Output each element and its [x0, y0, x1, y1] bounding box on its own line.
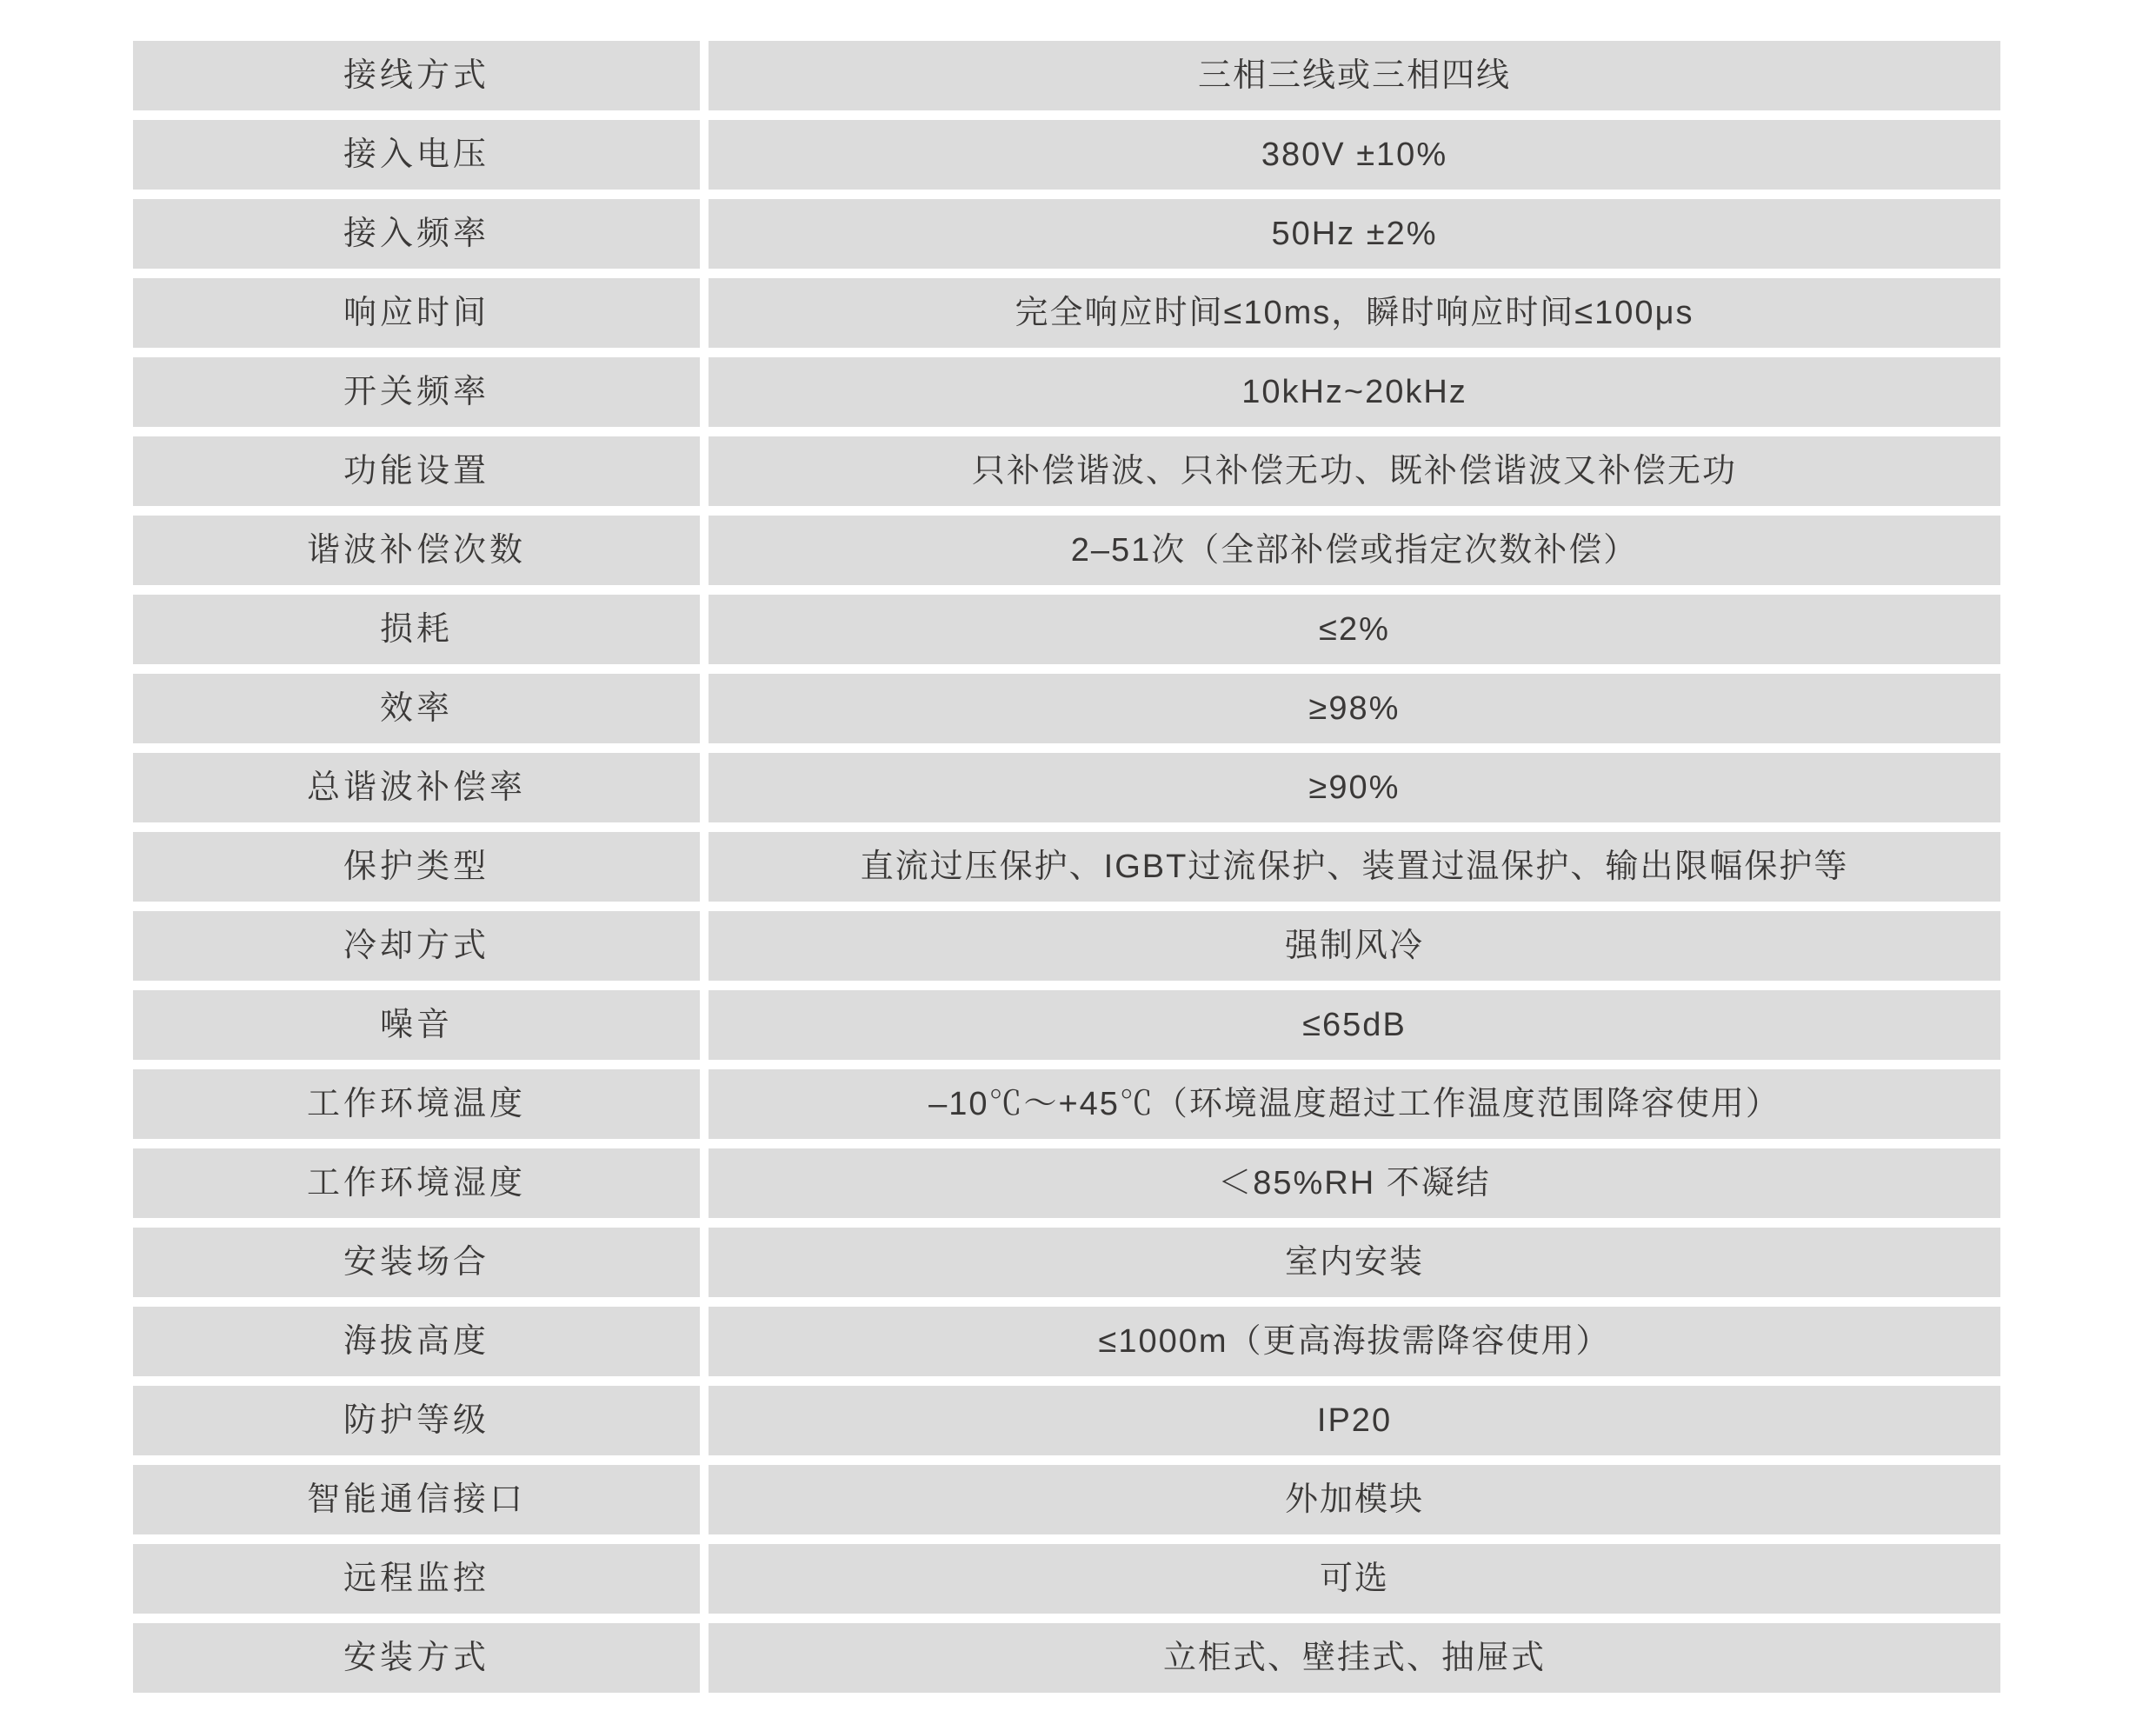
spec-table [133, 41, 2000, 1693]
table-row [133, 1069, 2000, 1139]
spec-label: 工作环境湿度 [133, 1148, 700, 1218]
spec-label: 总谐波补偿率 [133, 753, 700, 822]
table-row [133, 1386, 2000, 1455]
spec-value: 2–51次（全部补偿或指定次数补偿） [709, 516, 2000, 585]
spec-label: 开关频率 [133, 357, 700, 427]
table-row [133, 1544, 2000, 1614]
spec-value: 只补偿谐波、只补偿无功、既补偿谐波又补偿无功 [709, 436, 2000, 506]
spec-label: 智能通信接口 [133, 1465, 700, 1534]
table-row [133, 753, 2000, 822]
spec-value: 强制风冷 [709, 911, 2000, 981]
table-row [133, 1623, 2000, 1693]
table-row [133, 1307, 2000, 1376]
spec-label: 远程监控 [133, 1544, 700, 1614]
table-row [133, 1465, 2000, 1534]
spec-label: 安装方式 [133, 1623, 700, 1693]
table-row [133, 674, 2000, 743]
spec-label: 功能设置 [133, 436, 700, 506]
table-row [133, 832, 2000, 902]
spec-value: ≤2% [709, 595, 2000, 664]
spec-value: 可选 [709, 1544, 2000, 1614]
spec-label: 效率 [133, 674, 700, 743]
spec-value: ≤65dB [709, 990, 2000, 1060]
spec-label: 工作环境温度 [133, 1069, 700, 1139]
table-row [133, 357, 2000, 427]
spec-value: 外加模块 [709, 1465, 2000, 1534]
spec-value: –10℃～+45℃（环境温度超过工作温度范围降容使用） [709, 1069, 2000, 1139]
spec-value: 立柜式、壁挂式、抽屉式 [709, 1623, 2000, 1693]
spec-label: 接线方式 [133, 41, 700, 110]
spec-label: 冷却方式 [133, 911, 700, 981]
table-row [133, 1228, 2000, 1297]
table-row [133, 516, 2000, 585]
spec-value: 三相三线或三相四线 [709, 41, 2000, 110]
spec-value: ≤1000m（更高海拔需降容使用） [709, 1307, 2000, 1376]
spec-label: 海拔高度 [133, 1307, 700, 1376]
table-row [133, 120, 2000, 190]
spec-label: 接入频率 [133, 199, 700, 269]
spec-label: 防护等级 [133, 1386, 700, 1455]
table-row [133, 436, 2000, 506]
spec-label: 响应时间 [133, 278, 700, 348]
spec-value: ＜85%RH 不凝结 [709, 1148, 2000, 1218]
table-row [133, 41, 2000, 110]
spec-value: ≥98% [709, 674, 2000, 743]
spec-label: 损耗 [133, 595, 700, 664]
table-row [133, 595, 2000, 664]
spec-value: 10kHz~20kHz [709, 357, 2000, 427]
spec-label: 保护类型 [133, 832, 700, 902]
table-row [133, 278, 2000, 348]
spec-value: 380V ±10% [709, 120, 2000, 190]
spec-label: 接入电压 [133, 120, 700, 190]
spec-value: 完全响应时间≤10ms，瞬时响应时间≤100μs [709, 278, 2000, 348]
spec-value: 室内安装 [709, 1228, 2000, 1297]
spec-value: 直流过压保护、IGBT过流保护、装置过温保护、输出限幅保护等 [709, 832, 2000, 902]
spec-label: 谐波补偿次数 [133, 516, 700, 585]
spec-value: 50Hz ±2% [709, 199, 2000, 269]
table-row [133, 990, 2000, 1060]
table-row [133, 1148, 2000, 1218]
table-row [133, 911, 2000, 981]
spec-value: IP20 [709, 1386, 2000, 1455]
spec-value: ≥90% [709, 753, 2000, 822]
table-row [133, 199, 2000, 269]
spec-label: 安装场合 [133, 1228, 700, 1297]
spec-label: 噪音 [133, 990, 700, 1060]
